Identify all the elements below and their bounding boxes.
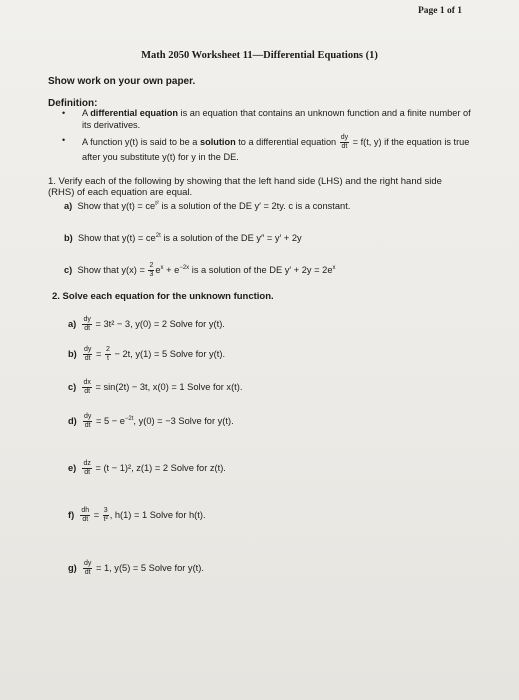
question-2a: a) $\frac{dy}{dt}$ = 3t² − 3, y(0) = 2 Solve for y(t). (68, 316, 225, 332)
question-1-heading: 1. Verify each of the following by showing that the left hand side (LHS) and the right hand side (RHS) of each equation are equal. (48, 176, 442, 198)
question-2c: c) $\frac{dx}{dt}$ = sin(2t) − 3t, x(0) = 1 Solve for x(t). (68, 379, 243, 395)
definition-heading: Definition: (48, 98, 98, 109)
definition-solution: A function y(t) is said to be a solution to a differential equation $\frac{dy}{dt}$ = f(t, y) if the equation is true after you substitute y(t) for y in the DE. (82, 134, 470, 162)
question-2f: f) $\frac{dh}{dt}$ = $\frac{3}{\text{t²}}$ , h(1) = 1 Solve for h(t). (68, 507, 206, 523)
question-1b: b) Show that $y(t) = ce^{2t}$ is a solution of the DE y″ = y′ + 2y (64, 233, 302, 244)
question-2g: g) $\frac{dy}{dt}$ = 1, y(5) = 5 Solve for y(t). (68, 560, 204, 576)
bullet-icon: • (62, 135, 66, 145)
question-2d: d) $\frac{dy}{dt}$ = $5 - e^{-2t}$, y(0) = −3 Solve for y(t). (68, 413, 234, 429)
question-1c: c) Show that y(x) = $\frac{2}{3}$ $e^x + e^{-2x}$ is a solution of the DE $y' + 2y = 2e^x$ (64, 262, 336, 278)
worksheet-title: Math 2050 Worksheet 11—Differential Equations (1) (141, 50, 378, 61)
instruction-note: Show work on your own paper. (48, 76, 196, 87)
definition-differential-equation: A differential equation is an equation that contains an unknown function and a finite number of its derivatives. (82, 108, 471, 130)
page-number: Page 1 of 1 (418, 6, 463, 16)
derivative-fraction: $\frac{dy}{dt}$ (340, 134, 349, 150)
question-2e: e) $\frac{dz}{dt}$ = (t − 1)², z(1) = 2 Solve for z(t). (68, 460, 226, 476)
question-2b: b) $\frac{dy}{dt}$ = $\frac{2}{t}$ − 2t, y(1) = 5 Solve for y(t). (68, 346, 226, 362)
bullet-icon: • (62, 108, 66, 118)
question-2-heading: 2. Solve each equation for the unknown function. (52, 291, 274, 302)
question-1a: a) Show that $y(t) = ce^{t^2}$ is a solution of the DE y′ = 2ty. c is a constant. (64, 201, 351, 212)
